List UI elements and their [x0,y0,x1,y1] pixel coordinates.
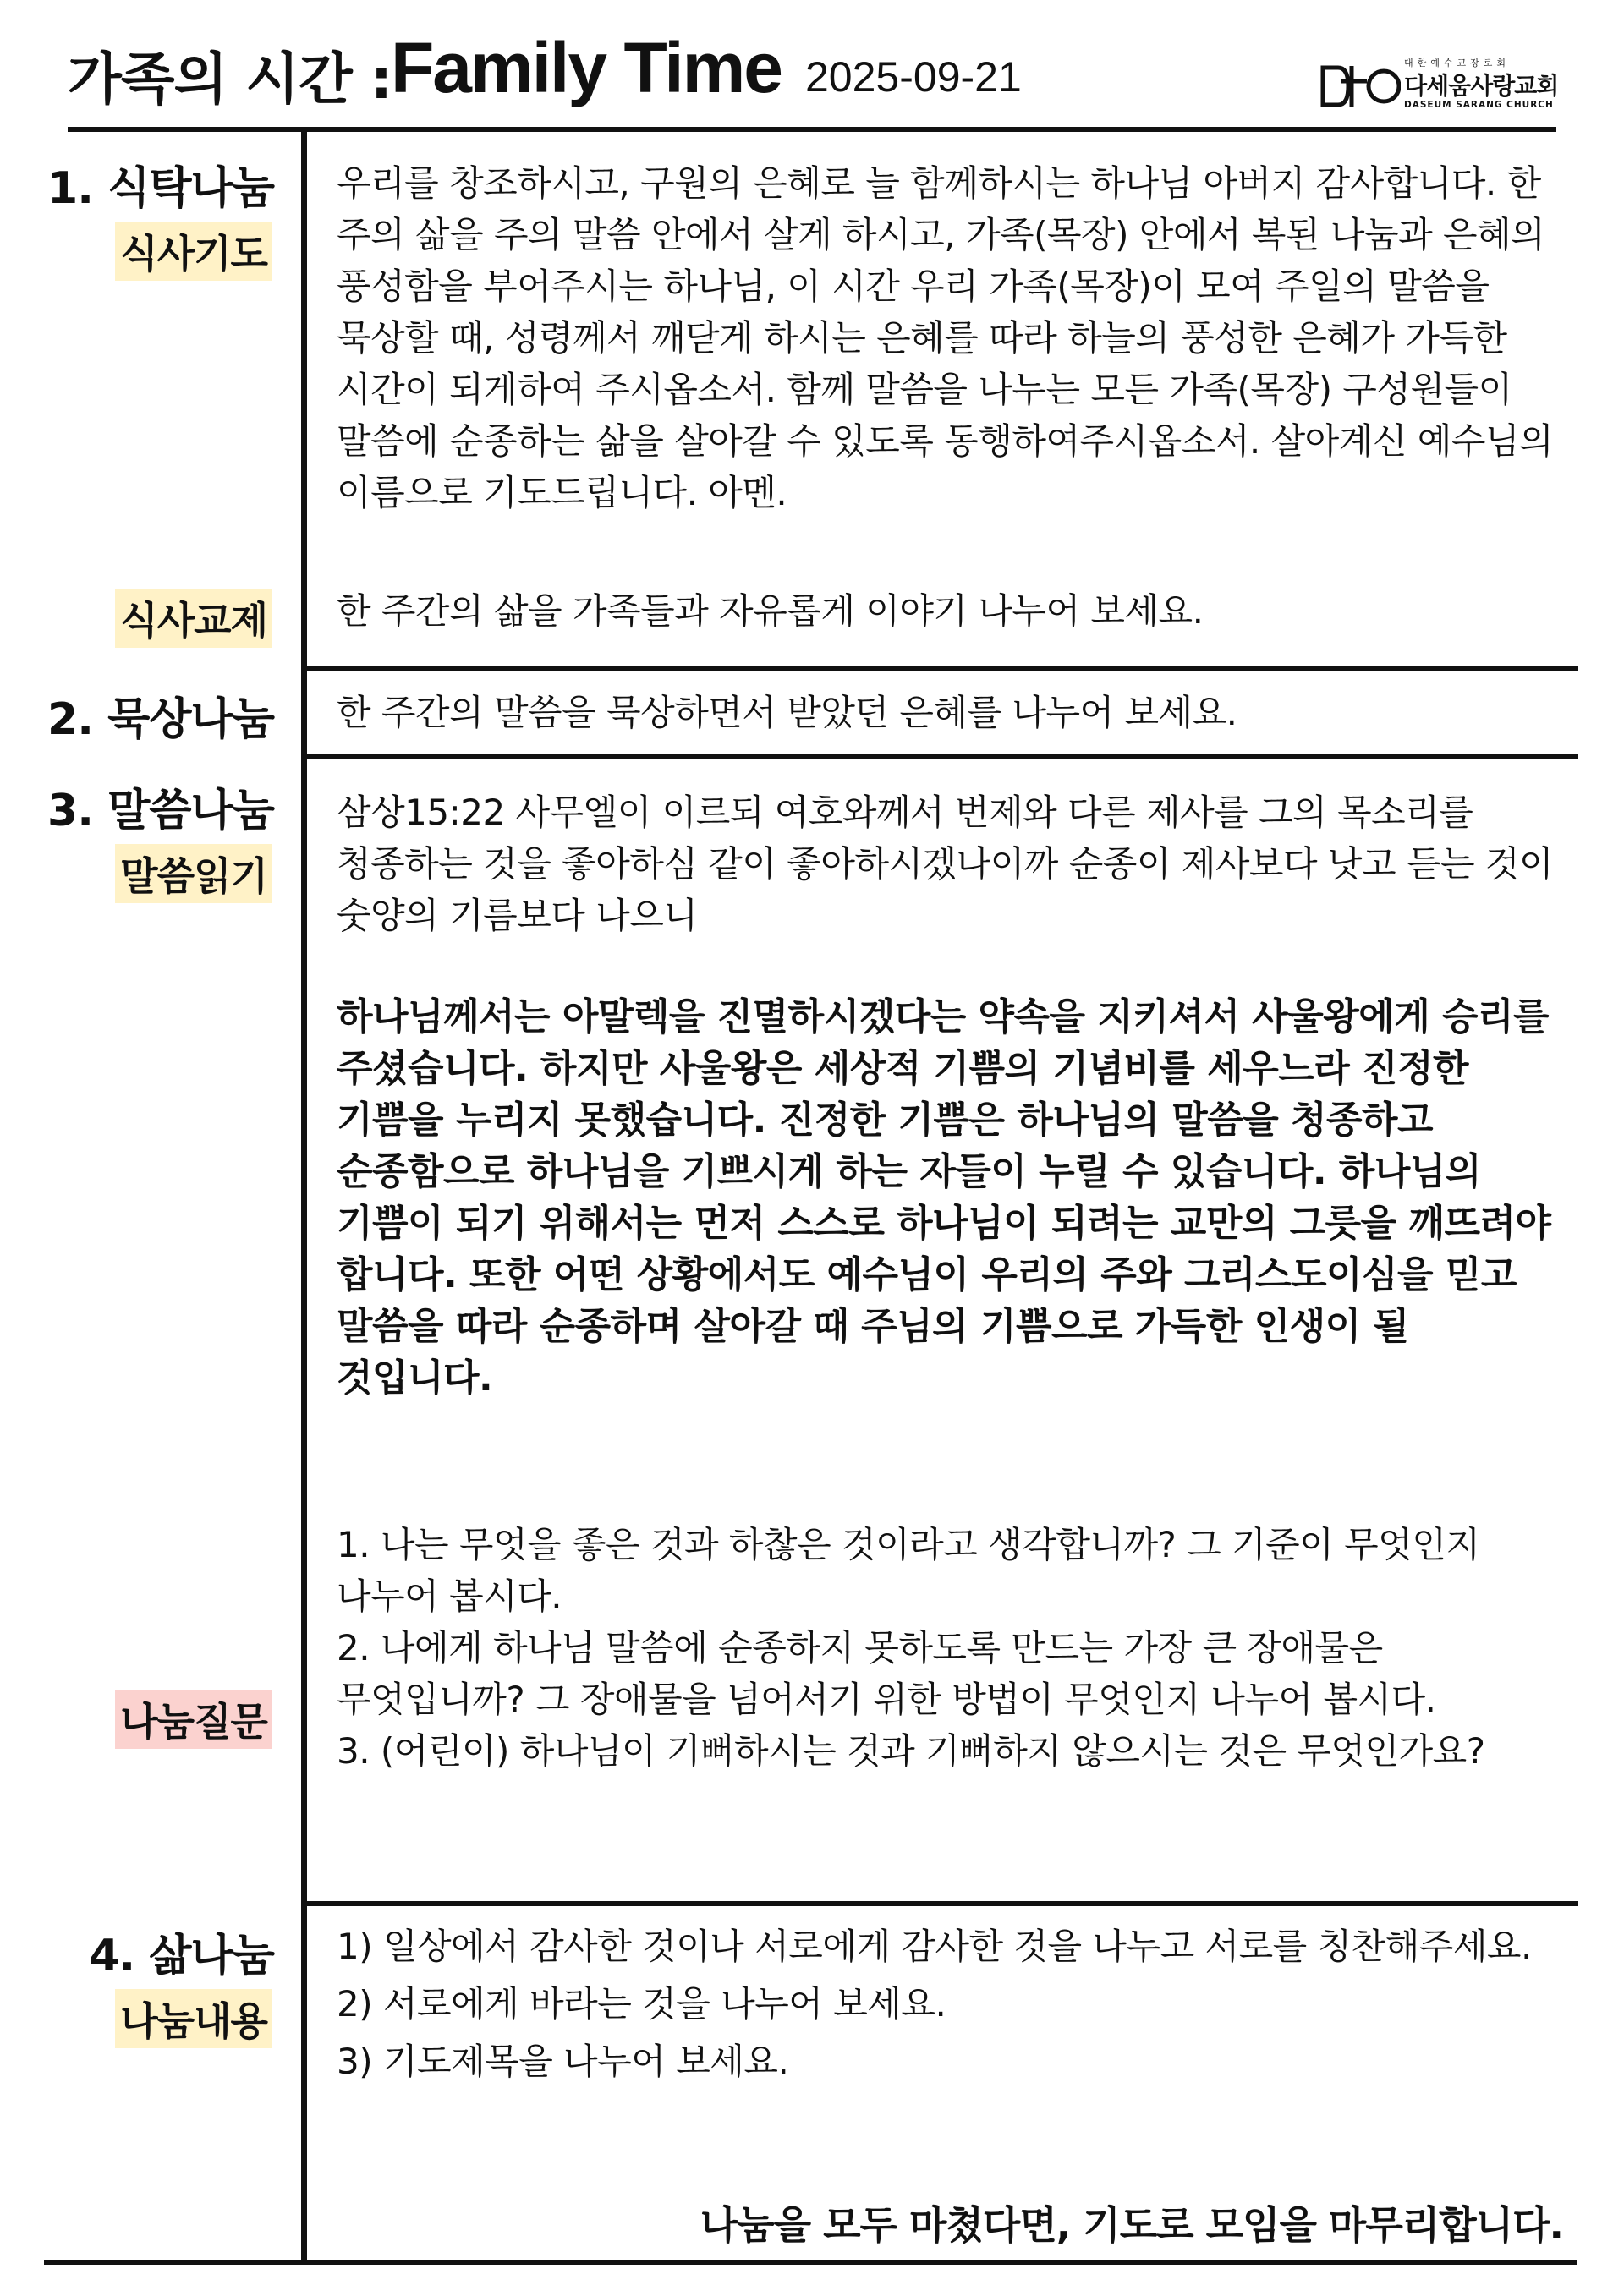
meal-prayer-paragraph: 우리를 창조하시고, 구원의 은혜로 늘 함께하시는 하나님 아버지 감사합니다. 한 주의 삶을 주의 말씀 안에서 살게 하시고, 가족(목장) 안에서 복된 나눔과 은혜의 풍성함을 부어주시는 하나님, 이 시간 우리 가족(목장)이 모여 주일의 말씀을 묵상할 때, 성령께서 깨닫게 하시는 은혜를 따라 하늘의 풍성한 은혜가 가득한 시간이 되게하여 주시옵소서. 함께 말씀을 나누는 모든 가족(목장) 구성원들이 말씀에 순종하는 삶을 살아갈 수 있도록 동행하여주시옵소서. 살아계신 예수님의 이름으로 기도드립니다. 아멘. [337,162,1554,513]
scripture-text: 삼상15:22 사무엘이 이르되 여호와께서 번제와 다른 제사를 그의 목소리를 청종하는 것을 좋아하심 같이 좋아하시겠나이까 순종이 제사보다 낫고 듣는 것이 숫양의 기름보다 나으니 [337,792,1554,936]
tag-sharing-questions: 나눔질문 [115,1690,272,1749]
church-logo-icon [1320,61,1401,112]
question-item: 2. 나에게 하나님 말씀에 순종하지 못하도록 만드는 가장 큰 장애물은 무엇입니까? 그 장애물을 넘어서기 위한 방법이 무엇인지 나누어 봅시다. [337,1627,1436,1720]
section-divider-3 [301,1901,1578,1906]
header-rule [68,127,1556,132]
question-item: 1. 나는 무엇을 좋은 것과 하찮은 것이라고 생각합니까? 그 기준이 무엇인지 나누어 봅시다. [337,1524,1480,1617]
meal-fellowship-text: 한 주간의 삶을 가족들과 자유롭게 이야기 나누어 보세요. [337,590,1204,632]
church-name-english: DASEUM SARANG CHURCH [1404,100,1554,110]
section-title-table: 1. 식탁나눔 [47,163,274,214]
page-title-english: Family Time [391,28,782,107]
page-title-korean: 가족의 시간 : [68,47,392,112]
column-divider [301,129,307,2265]
closing-instruction: 나눔을 모두 마쳤다면, 기도로 모임을 마무리합니다. [700,2202,1563,2248]
meal-prayer-text [337,157,1572,518]
life-item: 3) 기도제목을 나누어 보세요. [337,2041,789,2082]
footer-rule [44,2260,1577,2265]
life-item: 2) 서로에게 바라는 것을 나누어 보세요. [337,1983,946,2025]
life-sharing-items [337,1918,1572,2091]
tag-meal-fellowship: 식사교제 [115,589,272,648]
page-date: 2025-09-21 [805,53,1022,101]
sermon-summary: 하나님께서는 아말렉을 진멸하시겠다는 약속을 지키셔서 사울왕에게 승리를 주셨습니다. 하지만 사울왕은 세상적 기쁨의 기념비를 세우느라 진정한 기쁨을 누리지 못했습니다. 진정한 기쁨은 하나님의 말씀을 청종하고 순종함으로 하나님을 기쁘시게 하는 자들이 누릴 수 있습니다. 하나님의 기쁨이 되기 위해서는 먼저 스스로 하나님이 되려는 교만의 그릇을 깨뜨려야 합니다. 또한 어떤 상황에서도 예수님이 우리의 주와 그리스도이심을 믿고 말씀을 따라 순종하며 살아갈 때 주님의 기쁨으로 가득한 인생이 될 것입니다. [337,995,1551,1400]
question-item: 3. (어린이) 하나님이 기뻐하시는 것과 기뻐하지 않으시는 것은 무엇인가요? [337,1730,1485,1772]
section-divider-2 [301,754,1578,759]
section-title-word: 3. 말씀나눔 [47,786,274,836]
sharing-questions [337,1519,1572,1777]
tag-sharing-content: 나눔내용 [115,1989,272,2048]
church-logo [1320,56,1565,115]
life-item: 1) 일상에서 감사한 것이나 서로에게 감사한 것을 나누고 서로를 칭찬해주세요. [337,1926,1532,1967]
tag-meal-prayer: 식사기도 [115,222,272,281]
section-divider-1 [301,666,1578,671]
section-title-life: 4. 삶나눔 [89,1931,274,1981]
church-name: 다세움사랑교회 [1404,72,1559,100]
section-title-meditation: 2. 묵상나눔 [47,694,274,745]
tag-scripture-reading: 말씀읽기 [115,844,272,903]
meditation-text: 한 주간의 말씀을 묵상하면서 받았던 은혜를 나누어 보세요. [337,692,1237,733]
church-denomination: 대한예수교장로회 [1404,58,1511,68]
